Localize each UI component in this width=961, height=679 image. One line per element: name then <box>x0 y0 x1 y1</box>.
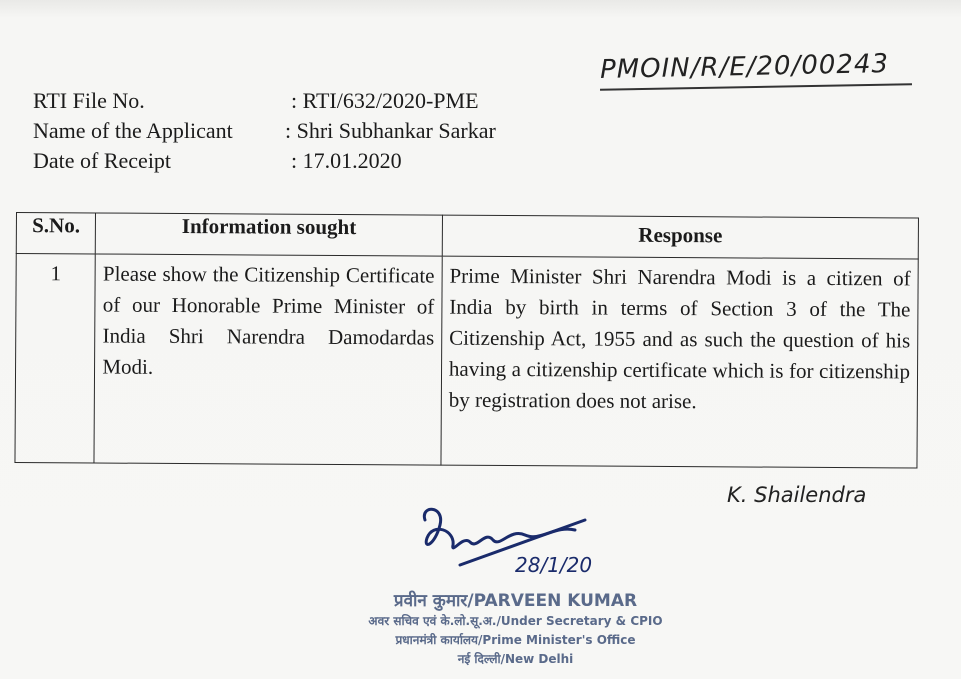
stamp-office: प्रधानमंत्री कार्यालय/Prime Minister's Office <box>395 633 636 647</box>
initials-signature: K. Shailendra <box>727 483 867 507</box>
cell-information-sought: Please show the Citizenship Certificate of our Honorable Prime Minister of India Shri Narendra Damodardas Modi. <box>94 254 442 465</box>
cell-sno: 1 <box>15 254 96 463</box>
signature-scribble-icon <box>415 500 645 590</box>
meta-label: Date of Receipt <box>33 148 172 173</box>
stamp-city: नई दिल्ली/New Delhi <box>457 652 574 666</box>
stamp-designation: अवर सचिव एवं के.लो.सू.अ./Under Secretary & CPIO <box>368 614 663 628</box>
header-response: Response <box>442 215 918 259</box>
reference-number: PMOIN/R/E/20/00243 <box>599 48 890 86</box>
handwritten-signature <box>415 500 645 595</box>
meta-value: : RTI/632/2020-PME <box>291 88 479 113</box>
meta-value: : Shri Subhankar Sarkar <box>285 118 496 143</box>
header-information-sought: Information sought <box>96 213 443 256</box>
signature-date: 28/1/20 <box>515 553 593 577</box>
official-stamp <box>368 590 663 669</box>
table-row <box>15 254 918 469</box>
meta-label: Name of the Applicant <box>33 118 233 143</box>
rti-response-table <box>14 212 919 469</box>
table-header-row <box>16 213 918 260</box>
header-sno: S.No. <box>16 213 96 254</box>
cell-response: Prime Minister Shri Narendra Modi is a citizen of India by birth in terms of Section 3 of the The Citizenship Act, 1955 and as such the question of his having a citizenship certificate which is for citizenship by registration does not arise. <box>441 256 918 468</box>
stamp-name: प्रवीन कुमार/PARVEEN KUMAR <box>393 591 638 611</box>
reference-underline <box>600 83 912 90</box>
meta-value: : 17.01.2020 <box>291 148 402 173</box>
meta-label: RTI File No. <box>33 88 145 113</box>
